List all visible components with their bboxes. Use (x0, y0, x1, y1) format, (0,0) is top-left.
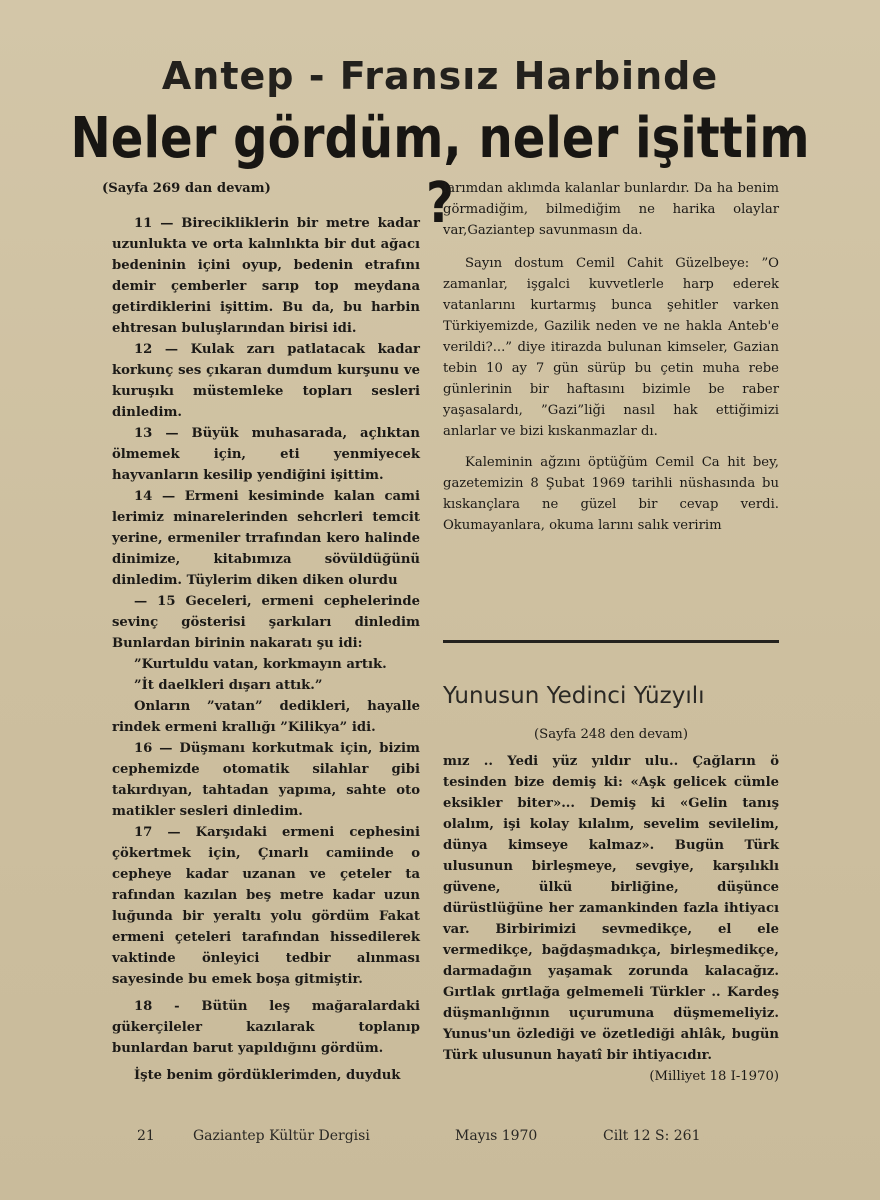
right-paragraph-2: Sayın dostum Cemil Cahit Güzelbeye: ”O zamanlar, işgalci kuvvetlerle harp ederek vatanlarını kurtarmış bunca şehitler varken Türkiyemizde, Gazilik neden ve ne hakla Anteb'e verildi?...” diye itirazda bulunan kimseler, Gazian tebin 10 ay 7 gün sürüp bu çetin muha rebe günlerinin bir haftasını bizimle be raber yaşasalardı, ”Gazi”liği nasıl hak ettiğimizi anlarlar ve bizi kıskanmazlar dı. (443, 256, 779, 439)
subarticle-body (443, 724, 779, 1087)
paragraph-12: 12 — Kulak zarı patlatacak kadar korkunç ses çıkaran dumdum kurşunu ve kuruşıkı müstemleke topları sesleri dinledim. (112, 342, 420, 420)
right-paragraph-3: Kaleminin ağzını öptüğüm Cemil Ca hit bey, gazetemizin 8 Şubat 1969 tarihli nüshasında bu kıskançlara ne güzel bir cevap verdi. Okumayanlara, okuma larını salık veririm (443, 455, 779, 533)
paragraph-kilikya: Onların ”vatan” dedikleri, hayalle rindek ermeni krallığı ”Kilikya” idi. (112, 699, 420, 735)
subarticle-source: (Milliyet 18 I-1970) (649, 1069, 779, 1084)
article-title: Neler gördüm, neler işittim ? (70, 106, 810, 236)
magazine-name: Gaziantep Kültür Dergisi (193, 1128, 370, 1144)
paragraph-11: 11 — Birecikliklerin bir metre kadar uzunlukta ve orta kalınlıkta bir dut ağacı bedeninin içini oyup, bedenin etrafını demir çemberler sarıp top meydana getirdiklerini işittim. Bu da, bu harbin ehtresan buluşlarından birisi idi. (112, 216, 420, 336)
paragraph-15: — 15 Geceleri, ermeni cephelerinde sevinç gösterisi şarkıları dinledim Bunlardan birinin nakaratı şu idi: (112, 594, 420, 651)
page-number: 21 (137, 1128, 155, 1144)
subarticle-continuation: (Sayfa 248 den devam) (534, 727, 688, 742)
paragraph-14: 14 — Ermeni kesiminde kalan cami lerimiz minarelerinden sehcrleri temcit yerine, ermeniler trrafından kero halinde dinimize, kitabımıza sövüldüğünü dinledim. Tüylerim diken diken olurdu (112, 489, 420, 588)
paragraph-13: 13 — Büyük muhasarada, açlıktan ölmemek için, eti yenmiyecek hayvanların kesilip yendiğini işittim. (112, 426, 420, 483)
subarticle-text: mız .. Yedi yüz yıldır ulu.. Çağların ö tesinden bize demiş ki: «Aşk gelicek cümle eksikler biter»... Demiş ki «Gelin tanış olalım, işi kolay kılalım, sevelim sevilelim, dünya kimseye kalmaz». Bugün Türk ulusunun birleşmeye, sevgiye, karşılıklı güvene, ülkü birliğine, düşünce dürüstlüğüne her zamankinden fazla ihtiyacı var. Birbirimizi sevmedikçe, el ele vermedikçe, bağdaşmadıkça, birleşmedikçe, darmadağın yaşamak zorunda kalacağız. Gırtlak gırtlağa gelmemeli Türkler .. Kardeş düşmanlığının uçurumuna düşmemeliyiz. Yunus'un özlediği ve özetlediği ahlâk, bugün Türk ulusunun hayatî bir ihtiyacıdır. (443, 754, 779, 1063)
page-footer (0, 1128, 880, 1152)
left-column (102, 178, 420, 1086)
paragraph-18: 18 - Bütün leş mağaralardaki gükerçileler kazılarak toplanıp bunlardan barut yapıldığını gördüm. (112, 999, 420, 1056)
right-column (443, 178, 779, 536)
paragraph-17: 17 — Karşıdaki ermeni cephesini çökertmek için, Çınarlı camiinde o cepheye kadar uzanan ve çeteler ta rafından kazılan beş metre kadar uzun luğunda bir yeraltı yolu gördüm Fakat ermeni çeteleri tarafından hissedilerek vaktinde önleyici tedbir alınması sayesinde bu emek boşa gitmiştir. (112, 825, 420, 987)
volume-issue: Cilt 12 S: 261 (603, 1128, 701, 1144)
continuation-note: (Sayfa 269 dan devam) (102, 181, 271, 196)
right-paragraph-1: larımdan aklımda kalanlar bunlardır. Da ha benim görmadiğim, bilmediğim ne harika olaylar var,Gaziantep savunmasın da. (443, 181, 779, 238)
section-divider (443, 640, 779, 643)
issue-date: Mayıs 1970 (455, 1128, 538, 1144)
article-kicker: Antep - Fransız Harbinde (161, 54, 719, 98)
paragraph-closing: İşte benim gördüklerimden, duyduk (134, 1068, 401, 1083)
subarticle-title: Yunusun Yedinci Yüzyılı (443, 683, 705, 709)
verse-line-2: ”İt daelkleri dışarı attık.” (134, 678, 323, 693)
verse-line-1: ”Kurtuldu vatan, korkmayın artık. (134, 657, 387, 672)
paragraph-16: 16 — Düşmanı korkutmak için, bizim cephemizde otomatik silahlar gibi takırdıyan, tahtadan yapıma, sahte oto matikler sesleri dinledim. (112, 741, 420, 819)
